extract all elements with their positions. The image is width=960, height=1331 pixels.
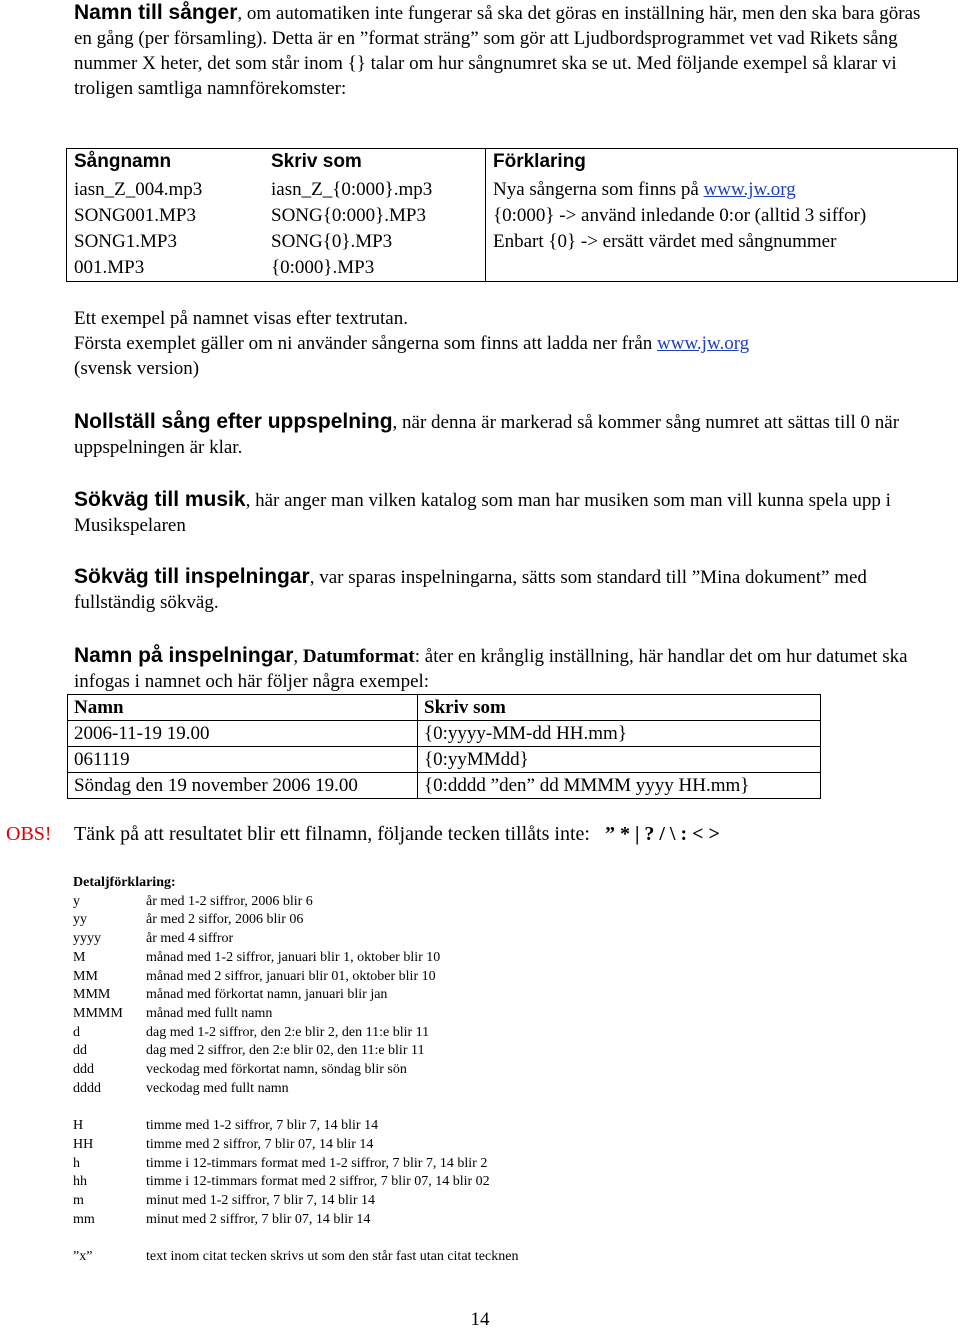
list-item bbox=[73, 1192, 518, 1211]
list-item bbox=[73, 1024, 518, 1043]
detail-key: dddd bbox=[73, 1080, 101, 1096]
date-cell-name: 061119 bbox=[68, 747, 418, 773]
detail-value: år med 2 siffor, 2006 blir 06 bbox=[146, 912, 304, 928]
list-item bbox=[73, 893, 518, 912]
list-item bbox=[73, 1080, 518, 1099]
detail-key: hh bbox=[73, 1174, 87, 1190]
detail-key: MMMM bbox=[73, 1005, 123, 1021]
detail-key: MMM bbox=[73, 987, 111, 1003]
detail-key: HH bbox=[73, 1136, 94, 1152]
detail-key: dd bbox=[73, 1043, 87, 1059]
music-path-text: , här anger man vilken katalog som man har musiken som man vill kunna spela upp i Musikspelaren bbox=[74, 490, 891, 536]
obs-warning-text: Tänk på att resultatet blir ett filnamn, följande tecken tillåts inte: bbox=[74, 823, 590, 845]
forbidden-chars: ” * | ? / \ : < > bbox=[604, 823, 720, 845]
table-row bbox=[68, 773, 821, 799]
song-cell-explanation: {0:000} -> använd inledande 0:or (alltid 3 siffor) bbox=[486, 203, 958, 229]
song-table-header-row bbox=[67, 149, 958, 178]
detail-value bbox=[146, 1098, 518, 1117]
song-cell-write: {0:000}.MP3 bbox=[264, 255, 486, 282]
detail-value: timme i 12-timmars format med 2 siffror, 7 blir 07, 14 blir 02 bbox=[146, 1174, 490, 1190]
rec-names-heading: Namn på inspelningar bbox=[74, 644, 294, 667]
detail-value: timme med 1-2 siffror, 7 blir 7, 14 blir 14 bbox=[146, 1118, 379, 1134]
rec-path-heading: Sökväg till inspelningar bbox=[74, 565, 310, 588]
songname-heading: Namn till sånger bbox=[74, 1, 238, 24]
list-item bbox=[73, 911, 518, 930]
example-note-line3: (svensk version) bbox=[74, 358, 200, 379]
detail-key: yy bbox=[73, 912, 87, 928]
detail-value: minut med 2 siffror, 7 blir 07, 14 blir 14 bbox=[146, 1211, 371, 1227]
table-row bbox=[67, 177, 958, 203]
list-item bbox=[73, 1042, 518, 1061]
detail-value: år med 4 siffror bbox=[146, 931, 234, 947]
song-cell-name: iasn_Z_004.mp3 bbox=[67, 177, 265, 203]
detail-key: y bbox=[73, 893, 80, 909]
date-cell-name: 2006-11-19 19.00 bbox=[68, 721, 418, 747]
detail-value: text inom citat tecken skrivs ut som den står fast utan citat tecknen bbox=[146, 1249, 519, 1265]
detail-value: dag med 2 siffror, den 2:e blir 02, den 11:e blir 11 bbox=[146, 1043, 425, 1059]
table-row bbox=[68, 747, 821, 773]
detail-key bbox=[73, 1229, 146, 1248]
list-item bbox=[73, 1117, 518, 1136]
rec-names-text: : åter en krånglig inställning, här handlar det om hur datumet ska infogas i namnet och här följer några exempel: bbox=[74, 646, 908, 692]
detail-table bbox=[73, 874, 518, 1267]
detail-value: månad med 1-2 siffror, januari blir 1, oktober blir 10 bbox=[146, 949, 441, 965]
list-item bbox=[73, 1136, 518, 1155]
detail-value: timme i 12-timmars format med 1-2 siffror, 7 blir 7, 14 blir 2 bbox=[146, 1155, 488, 1171]
example-note-line1: Ett exempel på namnet visas efter textrutan. bbox=[74, 308, 408, 329]
date-cell-write: {0:yyyy-MM-dd HH.mm} bbox=[418, 721, 821, 747]
rec-path-paragraph bbox=[74, 564, 934, 615]
detail-title: Detaljförklaring: bbox=[73, 875, 176, 890]
detail-value bbox=[146, 1229, 518, 1248]
detail-value: år med 1-2 siffror, 2006 blir 6 bbox=[146, 893, 313, 909]
song-name-table bbox=[66, 148, 958, 282]
list-item bbox=[73, 986, 518, 1005]
detail-value: månad med fullt namn bbox=[146, 1005, 273, 1021]
detail-key bbox=[73, 1098, 146, 1117]
detail-key: yyyy bbox=[73, 931, 101, 947]
songname-text: , om automatiken inte fungerar så ska det göras en inställning här, men den ska bara göras en gång (per församling). Detta är en ”format sträng” som gör att Ljudbordsprogrammet vet vad Rikets sång nummer X heter, det som står inom {} talar om hur sångnumret ska se ut. Med följande exempel så klarar vi troligen samtliga namnförekomster: bbox=[74, 3, 921, 99]
detail-key: H bbox=[73, 1118, 84, 1134]
date-header-write: Skriv som bbox=[418, 695, 821, 721]
date-format-table bbox=[67, 694, 821, 799]
table-row bbox=[67, 255, 958, 282]
list-item bbox=[73, 930, 518, 949]
detail-value: minut med 1-2 siffror, 7 blir 7, 14 blir 14 bbox=[146, 1192, 375, 1208]
list-item bbox=[73, 1211, 518, 1230]
detail-key: h bbox=[73, 1155, 80, 1171]
detail-key: MM bbox=[73, 968, 98, 984]
song-header-write: Skriv som bbox=[264, 149, 486, 178]
song-cell-write: iasn_Z_{0:000}.mp3 bbox=[271, 179, 433, 200]
detail-value: veckodag med förkortat namn, söndag blir sön bbox=[146, 1062, 407, 1078]
date-header-name: Namn bbox=[68, 695, 418, 721]
obs-label: OBS! bbox=[6, 823, 52, 845]
song-cell-name: SONG001.MP3 bbox=[67, 203, 265, 229]
table-row bbox=[67, 229, 958, 255]
detail-key: d bbox=[73, 1024, 80, 1040]
song-cell-write: SONG{0}.MP3 bbox=[271, 231, 393, 252]
detail-value: dag med 1-2 siffror, den 2:e blir 2, den 11:e blir 11 bbox=[146, 1024, 430, 1040]
jw-org-link[interactable]: www.jw.org bbox=[703, 179, 796, 200]
detail-value: månad med förkortat namn, januari blir jan bbox=[146, 987, 388, 1003]
detail-key: ddd bbox=[73, 1062, 94, 1078]
list-item bbox=[73, 949, 518, 968]
list-item bbox=[73, 1005, 518, 1024]
rec-path-text: , var sparas inspelningarna, sätts som standard till ”Mina dokument” med fullständig sökväg. bbox=[74, 567, 867, 613]
explanation-text: Nya sångerna som finns på bbox=[493, 179, 704, 200]
list-item bbox=[73, 1155, 518, 1174]
list-spacer bbox=[73, 1229, 518, 1248]
song-cell-explanation bbox=[486, 177, 958, 203]
song-cell-explanation bbox=[486, 255, 958, 282]
example-note-line2-text: Första exemplet gäller om ni använder sångerna som finns att ladda ner från bbox=[74, 333, 657, 354]
date-cell-name: Söndag den 19 november 2006 19.00 bbox=[68, 773, 418, 799]
rec-names-sep: , bbox=[293, 646, 303, 667]
obs-text bbox=[74, 823, 720, 846]
example-note-line2 bbox=[74, 331, 934, 356]
detail-key: ”x” bbox=[73, 1249, 93, 1265]
reset-paragraph bbox=[74, 409, 934, 460]
detail-value: veckodag med fullt namn bbox=[146, 1080, 289, 1096]
jw-org-link[interactable]: www.jw.org bbox=[657, 333, 750, 354]
date-cell-write: {0:yyMMdd} bbox=[418, 747, 821, 773]
detail-key: m bbox=[73, 1192, 84, 1208]
list-item bbox=[73, 1061, 518, 1080]
song-cell-explanation: Enbart {0} -> ersätt värdet med sångnummer bbox=[486, 229, 958, 255]
date-cell-write: {0:dddd ”den” dd MMMM yyyy HH.mm} bbox=[418, 773, 821, 799]
songname-paragraph bbox=[74, 0, 934, 101]
song-header-explanation: Förklaring bbox=[486, 149, 958, 178]
song-cell-name: SONG1.MP3 bbox=[67, 229, 265, 255]
music-path-paragraph bbox=[74, 487, 934, 538]
list-spacer bbox=[73, 1098, 518, 1117]
detail-key: mm bbox=[73, 1211, 95, 1227]
detail-value: månad med 2 siffror, januari blir 01, oktober blir 10 bbox=[146, 968, 436, 984]
list-item bbox=[73, 1248, 518, 1267]
rec-names-paragraph bbox=[74, 643, 934, 694]
music-path-heading: Sökväg till musik bbox=[74, 488, 246, 511]
reset-heading: Nollställ sång efter uppspelning bbox=[74, 410, 393, 433]
song-header-name: Sångnamn bbox=[67, 149, 265, 178]
table-row bbox=[68, 721, 821, 747]
list-item bbox=[73, 1173, 518, 1192]
song-cell-write: SONG{0:000}.MP3 bbox=[271, 205, 426, 226]
example-note bbox=[74, 306, 934, 381]
reset-text: , när denna är markerad så kommer sång numret att sättas till 0 när uppspelningen är klar. bbox=[74, 412, 900, 458]
detail-value: timme med 2 siffror, 7 blir 07, 14 blir 14 bbox=[146, 1136, 374, 1152]
date-table-header-row bbox=[68, 695, 821, 721]
page-number: 14 bbox=[470, 1309, 490, 1330]
detail-key: M bbox=[73, 949, 86, 965]
table-row bbox=[67, 203, 958, 229]
date-format-heading: Datumformat bbox=[302, 646, 415, 667]
song-cell-name: 001.MP3 bbox=[67, 255, 265, 282]
list-item bbox=[73, 968, 518, 987]
